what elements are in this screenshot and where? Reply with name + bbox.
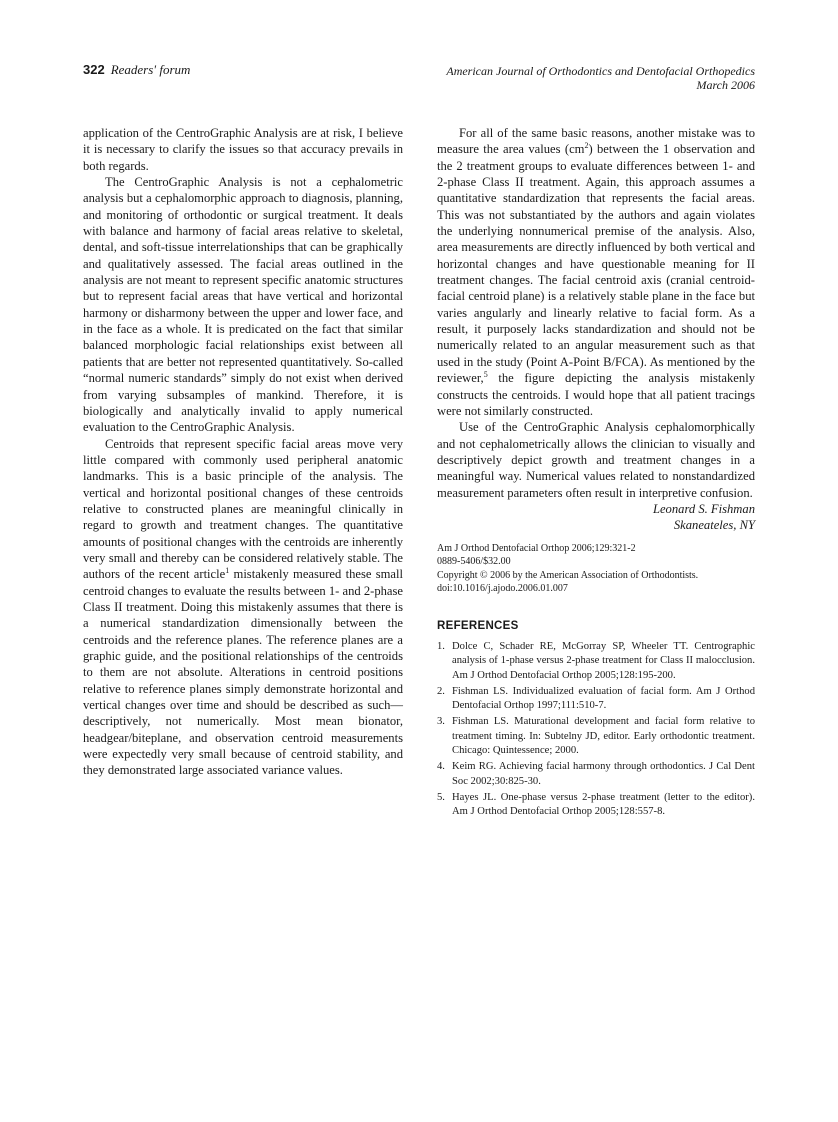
reference-text: Fishman LS. Individualized evaluation of facial form. Am J Orthod Dentofacial Orthop 1997;111:510-7. <box>452 685 755 712</box>
text: Centroids that represent specific facial areas move very little compared with commonly used peripheral anatomic landmarks. This is a basic principle of the analysis. The vertical and horizontal positional changes of these centroids relative to constructed planes are meaningful clinically in regard to growth and treatment changes. The quantitative amounts of positional changes with the centroids are inherently very small and thereby can be considered relatively stable. The authors of the recent article <box>83 436 403 582</box>
paragraph <box>437 125 755 419</box>
text: ) between the 1 observation and the 2 treatment groups to evaluate differences between 1- and 2-phase Class II treatment. Again, this approach assumes a quantitative standardization that represents the facial areas. This was not substantiated by the authors and again violates the underlying nonnumerical premise of the analysis. Also, area measurements are directly influenced by both vertical and horizontal changes and have questionable meaning for II treatment changes. The facial centroid axis (cranial centroid-facial centroid plane) is a relatively stable plane in the face but varies angularly and linearly relative to facial form. As a result, it purposely lacks standardization and should not be numerically related to an angular measurement such as that used in the study (Point A-Point B/FCA). As mentioned by the reviewer, <box>437 142 755 386</box>
reference-text: Fishman LS. Maturational development and facial form relative to treatment timing. In: Subtelny JD, editor. Early orthodontic treatment. Chicago: Quintessence; 2000. <box>452 716 755 757</box>
text: mistakenly measured these small centroid changes to evaluate the results between 1- and 2-phase Class II treatment. Doing this mistakenly assumes that there is a numerical standardization dimensionally between the centroids and the reference planes. The reference planes are a graphic guide, and the positional relationships of the centroids to them are not absolute. Alterations in centroid positions relative to reference planes simply demonstrate horizontal and vertical changes over time and should be described as such—descriptively, not numerically. Most mean bionator, headgear/biteplane, and observation centroid measurements were expectedly very small because of centroid stability, and they demonstrated large associated variance values. <box>83 567 403 778</box>
citation-block <box>437 542 755 596</box>
text: the figure depicting the analysis mistakenly constructs the centroids. I would hope that all patient tracings were not similarly constructed. <box>437 371 755 418</box>
reference-number: 4. <box>437 761 445 773</box>
section-name: Readers' forum <box>110 62 191 77</box>
superscript: 2 <box>584 141 589 151</box>
paragraph: application of the CentroGraphic Analysis are at risk, I believe it is necessary to clarify the issues so that accuracy prevails in both regards. <box>83 126 403 173</box>
issue-date: March 2006 <box>696 78 755 92</box>
reference-number: 3. <box>437 716 445 728</box>
reference-text: Hayes JL. One-phase versus 2-phase treatment (letter to the editor). Am J Orthod Dentofacial Orthop 2005;128:557-8. <box>452 791 755 818</box>
paragraph: Use of the CentroGraphic Analysis cephalomorphically and not cephalometrically allows the clinician to visually and descriptively depict growth and treatment changes in a meaningful way. Numerical values related to nonstandardized measurement parameters often result in interpretive confusion. <box>437 420 755 500</box>
references-list <box>437 640 755 820</box>
reference-number: 2. <box>437 685 445 697</box>
journal-title: American Journal of Orthodontics and Dentofacial Orthopedics <box>446 64 755 78</box>
reference-item <box>437 685 755 714</box>
running-header-left <box>83 62 190 78</box>
citation-superscript: 5 <box>483 369 488 379</box>
reference-item <box>437 760 755 789</box>
left-column <box>83 125 403 779</box>
copyright: Copyright © 2006 by the American Association of Orthodontists. <box>437 569 699 581</box>
reference-number: 1. <box>437 640 445 652</box>
reference-number: 5. <box>437 791 445 803</box>
reference-item <box>437 791 755 820</box>
right-column <box>437 125 755 822</box>
doi: doi:10.1016/j.ajodo.2006.01.007 <box>437 583 568 595</box>
references-heading: REFERENCES <box>437 619 519 632</box>
paragraph: The CentroGraphic Analysis is not a cephalometric analysis but a cephalomorphic approach to diagnosis, planning, and monitoring of orthodontic or surgical treatment. It deals with balance and harmony of facial areas relative to skeletal, dental, and soft-tissue interrelationships that can be graphically and qualitatively assessed. The facial areas outlined in the analysis are not meant to represent specific anatomic structures but to represent facial areas that have vertical and horizontal harmony or disharmony between the upper and lower face, and in the face as a whole. It is predicated on the fact that similar balanced morphologic facial relationships exist between all patients that are better not represented quantitatively. So-called “normal numeric standards” simply do not exist when derived from varying subsamples of mankind. Therefore, it is biologically and analytically invalid to apply numerical evaluation to the CentroGraphic Analysis. <box>83 175 403 435</box>
page-number: 322 <box>83 62 105 77</box>
author-name: Leonard S. Fishman <box>652 501 755 516</box>
reference-item <box>437 715 755 758</box>
reference-text: Keim RG. Achieving facial harmony through orthodontics. J Cal Dent Soc 2002;30:825-30. <box>452 761 755 787</box>
price: 0889-5406/$32.00 <box>437 556 511 568</box>
paragraph <box>83 436 403 779</box>
citation: Am J Orthod Dentofacial Orthop 2006;129:321-2 <box>437 542 636 554</box>
citation-superscript: 1 <box>225 566 230 576</box>
running-header-right <box>446 64 755 92</box>
reference-text: Dolce C, Schader RE, McGorray SP, Wheeler TT. Centrographic analysis of 1-phase versus 2-phase treatment for Class II malocclusion. Am J Orthod Dentofacial Orthop 2005;128:195-200. <box>452 640 755 681</box>
reference-item <box>437 640 755 683</box>
text: For all of the same basic reasons, another mistake was to measure the area values (cm <box>437 126 755 157</box>
author-location: Skaneateles, NY <box>673 518 755 533</box>
